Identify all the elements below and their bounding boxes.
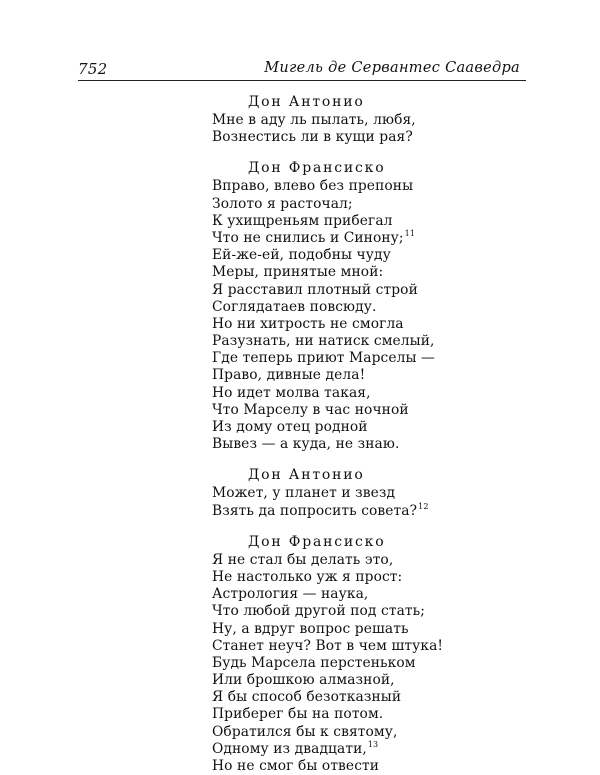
- verse-line-text: Вывез — а куда, не знаю.: [212, 436, 400, 453]
- verse-line-text: Меры, принятые мной:: [212, 264, 384, 281]
- verse-line-text: Ну, а вдруг вопрос решать: [212, 620, 409, 637]
- verse-line: [212, 706, 512, 723]
- verse-line: [212, 350, 512, 367]
- verse-line-text: Но идет молва такая,: [212, 384, 371, 401]
- verse-line-text: К ухищреньям прибегал: [212, 212, 393, 229]
- verse-line-text: Вправо, влево без препоны: [212, 178, 414, 195]
- verse-line: [212, 419, 512, 436]
- verse-line: [212, 689, 512, 706]
- verse-line-text: Ей-же-ей, подобны чуду: [212, 247, 391, 264]
- verse-line: [212, 672, 512, 689]
- verse-line-text: Вознестись ли в кущи рая?: [212, 129, 413, 146]
- verse-line: [212, 112, 512, 129]
- verse-line-text: Но ни хитрость не смогла: [212, 315, 404, 332]
- verse-line-text: Станет неуч? Вот в чем штука!: [212, 637, 444, 654]
- verse-line-text: Что Марселу в час ночной: [212, 401, 409, 418]
- speaker-name: Дон Антонио: [248, 94, 365, 110]
- verse-line: [212, 503, 512, 520]
- speaker-name: Дон Антонио: [248, 467, 365, 484]
- page-header: [78, 58, 526, 81]
- verse-line-text: Где теперь приют Марселы —: [212, 350, 435, 367]
- verse-line-text: Или брошкою алмазной,: [212, 672, 395, 689]
- verse-line-text: Но не смог бы отвести: [212, 758, 380, 774]
- verse-line-text: Соглядатаев повсюду.: [212, 298, 377, 315]
- verse-line: [212, 282, 512, 299]
- verse-line: [212, 264, 512, 281]
- verse-line: [212, 213, 512, 230]
- verse-line: [212, 316, 512, 333]
- footnote-marker: 12: [418, 501, 429, 511]
- verse-line: [212, 758, 512, 775]
- verse-line: [212, 586, 512, 603]
- verse-line: [212, 129, 512, 146]
- verse-line-text: Что не снились и Синону;: [212, 229, 404, 246]
- verse-line: [212, 402, 512, 419]
- verse-line-text: Будь Марсела перстеньком: [212, 654, 416, 671]
- verse-line: [212, 655, 512, 672]
- verse-line: [212, 552, 512, 569]
- verse-line-text: Я бы способ безотказный: [212, 689, 402, 706]
- verse-line: [212, 178, 512, 195]
- verse-line: [212, 603, 512, 620]
- footnote-marker: 11: [404, 228, 416, 238]
- verse-line-text: Приберег бы на потом.: [212, 706, 384, 723]
- verse-line: [212, 230, 512, 247]
- verse-line: [212, 485, 512, 502]
- verse-line: [212, 247, 512, 264]
- verse-text: [212, 92, 512, 775]
- verse-line-text: Золото я расточал;: [212, 195, 353, 212]
- verse-line-text: Одному из двадцати,: [212, 740, 367, 757]
- verse-line-text: Не настолько уж я прост:: [212, 568, 403, 585]
- verse-line: [212, 621, 512, 638]
- verse-line-text: Из дому отец родной: [212, 419, 368, 435]
- verse-line: [212, 333, 512, 350]
- speaker-name: Дон Франсиско: [248, 533, 386, 550]
- verse-line-text: Обратился бы к святому,: [212, 723, 398, 740]
- verse-line: [212, 741, 512, 758]
- verse-line-text: Может, у планет и звезд: [212, 485, 396, 502]
- verse-line: [212, 385, 512, 402]
- verse-line: [212, 299, 512, 316]
- verse-line: [212, 196, 512, 213]
- verse-line-text: Что любой другой под стать;: [212, 603, 425, 620]
- verse-line-text: Право, дивные дела!: [212, 367, 366, 384]
- verse-line-text: Разузнать, ни натиск смелый,: [212, 333, 435, 350]
- verse-line-text: Взять да попросить совета?: [212, 502, 418, 519]
- verse-line: [212, 367, 512, 384]
- verse-line: [212, 436, 512, 453]
- speaker-name: Дон Франсиско: [248, 160, 386, 177]
- verse-line-text: Астрология — наука,: [212, 586, 369, 603]
- running-title: Мигель де Сервантес Сааведра: [264, 60, 520, 76]
- verse-line-text: Я не стал бы делать это,: [212, 551, 394, 568]
- page-number: 752: [78, 60, 108, 78]
- verse-line: [212, 724, 512, 741]
- footnote-marker: 13: [367, 739, 379, 749]
- verse-line-text: Я расставил плотный строй: [212, 281, 418, 298]
- verse-line-text: Мне в аду ль пылать, любя,: [212, 112, 416, 128]
- verse-line: [212, 569, 512, 586]
- verse-line: [212, 638, 512, 655]
